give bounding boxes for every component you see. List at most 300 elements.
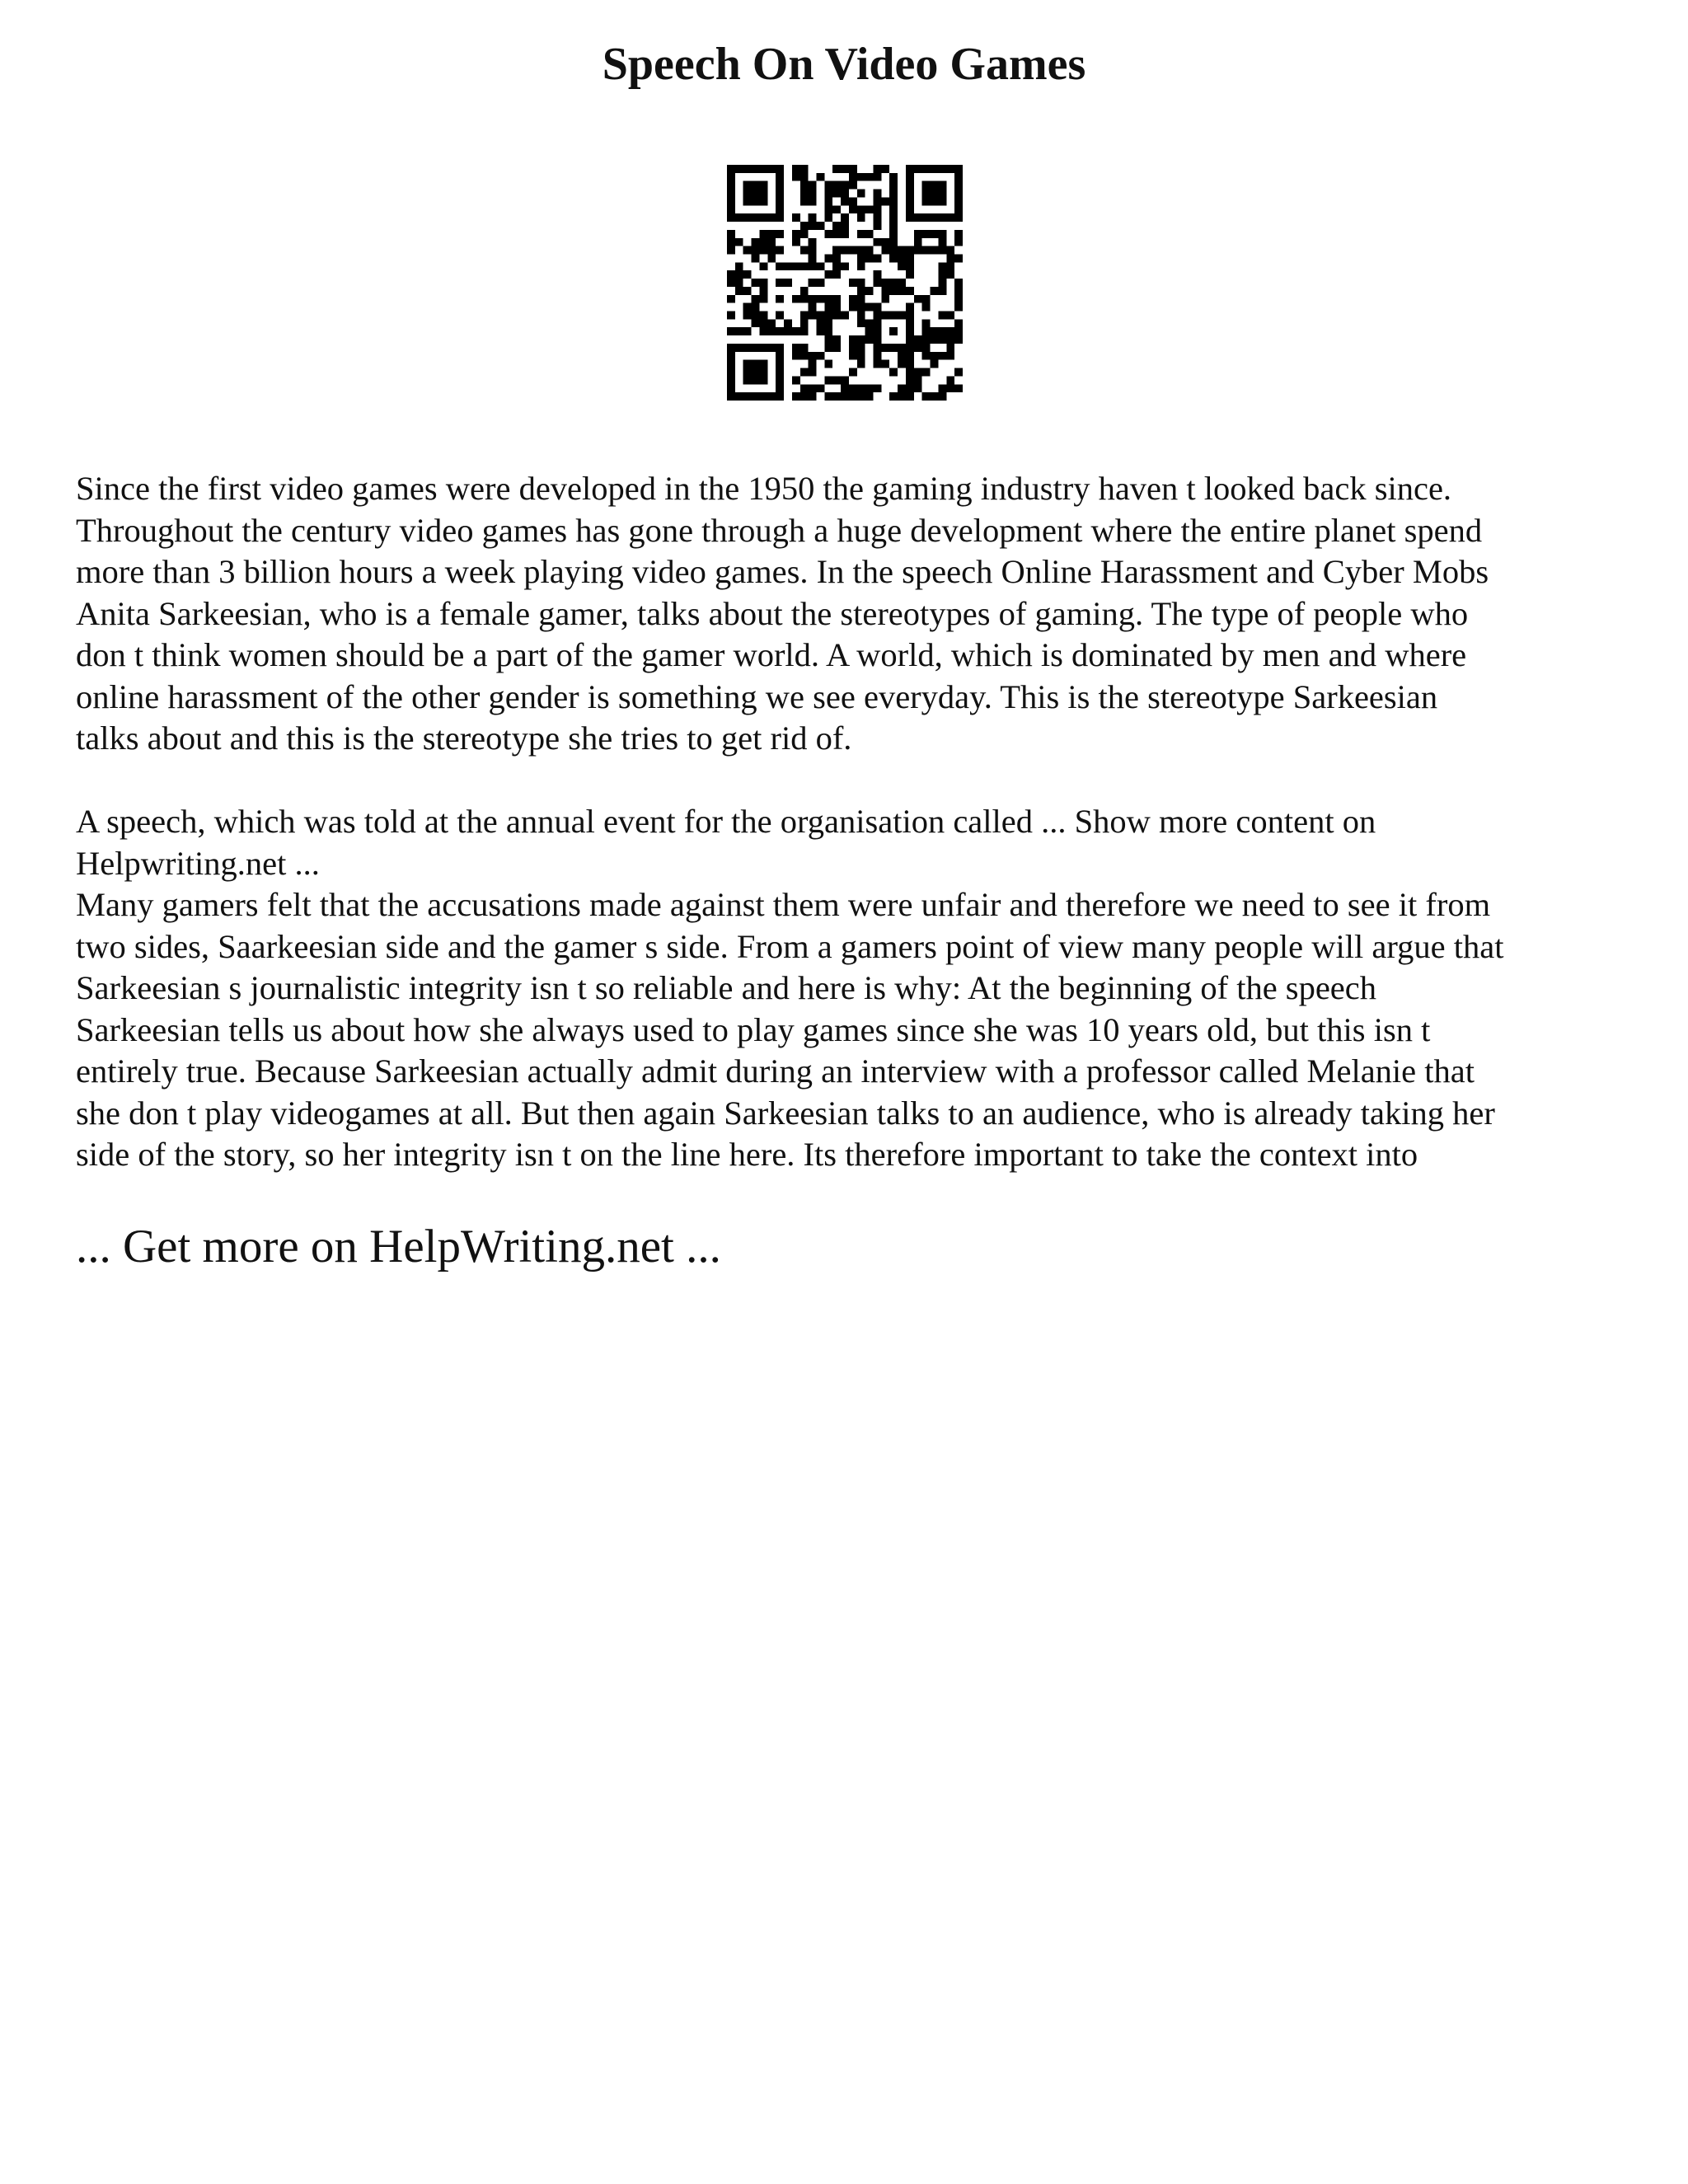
- qr-module: [824, 303, 832, 312]
- qr-module: [759, 165, 767, 173]
- qr-module: [800, 190, 809, 198]
- qr-module: [727, 376, 735, 384]
- qr-module: [727, 230, 735, 238]
- qr-module: [767, 254, 776, 262]
- qr-module: [874, 335, 882, 344]
- qr-module: [857, 360, 865, 368]
- qr-module: [898, 392, 906, 401]
- qr-module: [784, 327, 792, 335]
- qr-module: [954, 197, 963, 205]
- qr-module: [727, 190, 735, 198]
- qr-module: [752, 165, 760, 173]
- qr-module: [776, 197, 784, 205]
- qr-module: [832, 376, 841, 384]
- qr-module: [922, 319, 931, 327]
- qr-module: [874, 213, 882, 222]
- qr-module: [954, 181, 963, 190]
- qr-module: [792, 376, 800, 384]
- paragraph-spacer: [76, 760, 1642, 802]
- qr-module: [938, 312, 946, 320]
- qr-module: [906, 181, 914, 190]
- qr-module: [767, 165, 776, 173]
- text-line: online harassment of the other gender is something we see everyday. This is the stereotype Sarkeesian: [76, 677, 1438, 715]
- qr-module: [752, 279, 760, 287]
- qr-module: [922, 295, 931, 303]
- qr-module: [946, 213, 954, 222]
- qr-module: [849, 197, 857, 205]
- qr-module: [800, 312, 809, 320]
- qr-module: [727, 173, 735, 181]
- qr-module: [776, 173, 784, 181]
- qr-module: [889, 205, 898, 213]
- qr-module: [809, 295, 817, 303]
- qr-module: [889, 327, 898, 335]
- qr-module: [792, 230, 800, 238]
- qr-module: [759, 312, 767, 320]
- qr-module: [792, 262, 800, 270]
- qr-module: [865, 254, 874, 262]
- qr-module: [841, 262, 849, 270]
- qr-module: [832, 262, 841, 270]
- qr-module: [922, 165, 931, 173]
- text-line: talks about and this is the stereotype she tries to get rid of.: [76, 719, 852, 757]
- qr-module: [874, 197, 882, 205]
- qr-module: [938, 165, 946, 173]
- qr-module: [865, 335, 874, 344]
- qr-module: [857, 213, 865, 222]
- qr-module: [727, 213, 735, 222]
- qr-module: [767, 213, 776, 222]
- qr-module: [898, 254, 906, 262]
- text-line: more than 3 billion hours a week playing video games. In the speech Online Harassment and Cyber Mobs: [76, 553, 1489, 590]
- qr-module: [776, 279, 784, 287]
- qr-module: [743, 312, 752, 320]
- qr-module: [832, 181, 841, 190]
- qr-module: [906, 335, 914, 344]
- qr-module: [841, 312, 849, 320]
- text-line: she don t play videogames at all. But then again Sarkeesian talks to an audience, who is already taking her: [76, 1094, 1495, 1132]
- qr-module: [889, 197, 898, 205]
- text-line: entirely true. Because Sarkeesian actually admit during an interview with a professor called Melanie that: [76, 1052, 1475, 1090]
- qr-module: [881, 165, 889, 173]
- qr-module: [759, 262, 767, 270]
- qr-module: [898, 246, 906, 255]
- qr-module: [946, 312, 954, 320]
- qr-module: [824, 376, 832, 384]
- qr-module: [865, 319, 874, 327]
- qr-module: [857, 384, 865, 392]
- qr-module: [946, 376, 954, 384]
- qr-module: [938, 270, 946, 279]
- qr-module: [735, 344, 743, 352]
- qr-module: [938, 181, 946, 190]
- qr-module: [743, 368, 752, 377]
- qr-module: [816, 384, 824, 392]
- qr-module: [898, 279, 906, 287]
- qr-module: [889, 344, 898, 352]
- qr-module: [759, 392, 767, 401]
- qr-module: [931, 287, 939, 295]
- qr-module: [841, 246, 849, 255]
- qr-module: [776, 352, 784, 360]
- qr-module: [743, 376, 752, 384]
- qr-module: [776, 262, 784, 270]
- qr-module: [759, 213, 767, 222]
- qr-module: [743, 360, 752, 368]
- qr-module: [776, 312, 784, 320]
- qr-module: [954, 230, 963, 238]
- qr-module: [767, 344, 776, 352]
- qr-module: [792, 173, 800, 181]
- qr-module: [954, 287, 963, 295]
- qr-module: [922, 230, 931, 238]
- qr-module: [881, 197, 889, 205]
- qr-module: [776, 181, 784, 190]
- qr-module: [727, 312, 735, 320]
- qr-module: [767, 246, 776, 255]
- qr-module: [849, 392, 857, 401]
- qr-module: [914, 368, 922, 377]
- qr-module: [922, 213, 931, 222]
- text-line: Throughout the century video games has gone through a huge development where the entire planet spend: [76, 511, 1483, 549]
- text-line: side of the story, so her integrity isn t on the line here. Its therefore important to take the context into: [76, 1136, 1418, 1173]
- qr-module: [922, 352, 931, 360]
- qr-module: [727, 181, 735, 190]
- qr-module: [906, 246, 914, 255]
- qr-module: [727, 165, 735, 173]
- qr-module: [889, 392, 898, 401]
- qr-module: [865, 303, 874, 312]
- get-more-link[interactable]: ... Get more on HelpWriting.net ...: [76, 1221, 721, 1272]
- qr-module: [954, 279, 963, 287]
- qr-module: [752, 303, 760, 312]
- paragraph-argument: [76, 884, 1642, 1176]
- qr-module: [841, 392, 849, 401]
- qr-module: [931, 246, 939, 255]
- qr-module: [906, 254, 914, 262]
- qr-module: [824, 213, 832, 222]
- qr-module: [865, 327, 874, 335]
- qr-module: [816, 352, 824, 360]
- qr-module: [824, 205, 832, 213]
- qr-module: [849, 384, 857, 392]
- qr-module: [800, 246, 809, 255]
- qr-code-icon: [727, 165, 963, 401]
- qr-module: [938, 352, 946, 360]
- qr-module: [752, 312, 760, 320]
- qr-module: [906, 205, 914, 213]
- qr-module: [938, 197, 946, 205]
- qr-module: [743, 165, 752, 173]
- qr-module: [857, 352, 865, 360]
- qr-module: [776, 392, 784, 401]
- qr-module: [832, 303, 841, 312]
- qr-module: [752, 319, 760, 327]
- qr-module: [954, 295, 963, 303]
- qr-module: [881, 287, 889, 295]
- qr-module: [832, 246, 841, 255]
- qr-module: [898, 360, 906, 368]
- qr-module: [776, 213, 784, 222]
- qr-module: [759, 197, 767, 205]
- qr-module: [922, 327, 931, 335]
- qr-module: [767, 392, 776, 401]
- qr-module: [735, 262, 743, 270]
- qr-module: [906, 312, 914, 320]
- qr-module: [776, 205, 784, 213]
- qr-module: [906, 213, 914, 222]
- qr-module: [874, 222, 882, 230]
- qr-module: [784, 319, 792, 327]
- qr-module: [857, 173, 865, 181]
- qr-module: [874, 327, 882, 335]
- qr-module: [874, 303, 882, 312]
- qr-module: [767, 230, 776, 238]
- qr-module: [922, 246, 931, 255]
- text-line: don t think women should be a part of the gamer world. A world, which is dominated by men and where: [76, 636, 1467, 673]
- qr-module: [954, 254, 963, 262]
- qr-module: [914, 335, 922, 344]
- qr-module: [898, 384, 906, 392]
- qr-module: [841, 222, 849, 230]
- qr-module: [735, 392, 743, 401]
- qr-module: [727, 238, 735, 246]
- qr-module: [800, 181, 809, 190]
- qr-module: [824, 270, 832, 279]
- qr-module: [857, 279, 865, 287]
- qr-module: [931, 165, 939, 173]
- qr-module: [906, 303, 914, 312]
- qr-module: [906, 352, 914, 360]
- qr-module: [752, 190, 760, 198]
- qr-module: [857, 335, 865, 344]
- qr-module: [824, 254, 832, 262]
- qr-module: [841, 376, 849, 384]
- qr-module: [914, 344, 922, 352]
- qr-module: [743, 213, 752, 222]
- qr-module: [857, 205, 865, 213]
- qr-module: [881, 295, 889, 303]
- qr-module: [954, 303, 963, 312]
- page-title: Speech On Video Games: [602, 39, 1086, 90]
- qr-module: [841, 181, 849, 190]
- qr-module: [874, 205, 882, 213]
- qr-module: [752, 392, 760, 401]
- qr-module: [857, 246, 865, 255]
- qr-module: [776, 376, 784, 384]
- qr-module: [922, 335, 931, 344]
- qr-module: [946, 352, 954, 360]
- qr-module: [727, 392, 735, 401]
- qr-module: [800, 230, 809, 238]
- qr-module: [874, 360, 882, 368]
- qr-module: [938, 384, 946, 392]
- qr-module: [946, 344, 954, 352]
- qr-module: [841, 197, 849, 205]
- qr-module: [841, 165, 849, 173]
- qr-module: [906, 262, 914, 270]
- qr-module: [946, 335, 954, 344]
- qr-module: [946, 262, 954, 270]
- qr-module: [776, 327, 784, 335]
- qr-module: [841, 190, 849, 198]
- text-line: Many gamers felt that the accusations made against them were unfair and therefore we need to see it from: [76, 886, 1491, 923]
- qr-module: [938, 392, 946, 401]
- qr-module: [743, 190, 752, 198]
- qr-module: [824, 392, 832, 401]
- qr-module: [816, 327, 824, 335]
- qr-module: [857, 262, 865, 270]
- qr-module: [800, 368, 809, 377]
- qr-module: [816, 222, 824, 230]
- qr-module: [938, 230, 946, 238]
- qr-module: [874, 254, 882, 262]
- qr-module: [752, 213, 760, 222]
- qr-module: [922, 303, 931, 312]
- qr-module: [938, 287, 946, 295]
- qr-module: [922, 181, 931, 190]
- qr-module: [931, 335, 939, 344]
- qr-module: [881, 312, 889, 320]
- qr-module: [874, 270, 882, 279]
- qr-module: [931, 392, 939, 401]
- qr-module: [776, 384, 784, 392]
- qr-module: [906, 384, 914, 392]
- qr-module: [735, 213, 743, 222]
- qr-module: [743, 344, 752, 352]
- qr-module: [914, 295, 922, 303]
- qr-module: [809, 352, 817, 360]
- qr-module: [874, 344, 882, 352]
- qr-module: [906, 287, 914, 295]
- qr-module: [881, 238, 889, 246]
- qr-module: [727, 295, 735, 303]
- qr-module: [800, 197, 809, 205]
- qr-module: [906, 165, 914, 173]
- qr-module: [832, 344, 841, 352]
- qr-module: [800, 319, 809, 327]
- qr-module: [743, 197, 752, 205]
- paragraph-intro: [76, 468, 1642, 760]
- qr-module: [824, 181, 832, 190]
- qr-module: [898, 344, 906, 352]
- qr-module: [914, 246, 922, 255]
- qr-module: [824, 295, 832, 303]
- qr-module: [889, 190, 898, 198]
- qr-module: [792, 165, 800, 173]
- qr-module: [809, 312, 817, 320]
- qr-module: [938, 327, 946, 335]
- qr-module: [914, 165, 922, 173]
- qr-module: [881, 360, 889, 368]
- qr-module: [889, 287, 898, 295]
- qr-module: [752, 254, 760, 262]
- qr-module: [767, 238, 776, 246]
- qr-module: [816, 295, 824, 303]
- qr-module: [874, 279, 882, 287]
- qr-module: [849, 279, 857, 287]
- qr-module: [800, 344, 809, 352]
- qr-module: [824, 327, 832, 335]
- qr-module: [800, 262, 809, 270]
- qr-module: [800, 165, 809, 173]
- qr-module: [743, 270, 752, 279]
- text-line: Since the first video games were developed in the 1950 the gaming industry haven t looked back since.: [76, 470, 1452, 507]
- qr-module: [946, 270, 954, 279]
- qr-module: [889, 222, 898, 230]
- qr-module: [735, 270, 743, 279]
- qr-module: [759, 295, 767, 303]
- qr-module: [946, 254, 954, 262]
- qr-module: [889, 173, 898, 181]
- qr-module: [727, 384, 735, 392]
- qr-module: [889, 213, 898, 222]
- qr-module: [824, 230, 832, 238]
- qr-module: [931, 352, 939, 360]
- qr-module: [809, 279, 817, 287]
- qr-module: [857, 319, 865, 327]
- qr-module: [841, 384, 849, 392]
- qr-module: [816, 173, 824, 181]
- qr-module: [727, 368, 735, 377]
- qr-module: [792, 327, 800, 335]
- qr-module: [849, 344, 857, 352]
- qr-module: [824, 197, 832, 205]
- qr-module: [784, 262, 792, 270]
- qr-module: [800, 384, 809, 392]
- qr-module: [881, 279, 889, 287]
- qr-module: [727, 246, 735, 255]
- qr-module: [874, 238, 882, 246]
- qr-module: [914, 213, 922, 222]
- qr-module: [857, 230, 865, 238]
- qr-module: [889, 368, 898, 377]
- qr-module: [767, 327, 776, 335]
- qr-module: [752, 238, 760, 246]
- qr-module: [809, 262, 817, 270]
- qr-module: [727, 279, 735, 287]
- qr-module: [816, 262, 824, 270]
- qr-module: [906, 190, 914, 198]
- qr-module: [824, 335, 832, 344]
- qr-module: [931, 230, 939, 238]
- qr-module: [800, 222, 809, 230]
- qr-module: [792, 392, 800, 401]
- qr-module: [874, 319, 882, 327]
- qr-module: [857, 287, 865, 295]
- qr-module: [792, 344, 800, 352]
- qr-module: [735, 238, 743, 246]
- qr-module: [954, 319, 963, 327]
- qr-module: [906, 173, 914, 181]
- qr-module: [792, 238, 800, 246]
- qr-module: [857, 254, 865, 262]
- qr-module: [809, 384, 817, 392]
- qr-module: [759, 368, 767, 377]
- qr-module: [938, 213, 946, 222]
- qr-module: [800, 327, 809, 335]
- qr-module: [735, 327, 743, 335]
- qr-module: [849, 295, 857, 303]
- qr-module: [832, 222, 841, 230]
- qr-module: [727, 197, 735, 205]
- qr-module: [938, 246, 946, 255]
- qr-module: [849, 352, 857, 360]
- qr-module: [841, 230, 849, 238]
- qr-module: [809, 303, 817, 312]
- qr-module: [849, 303, 857, 312]
- qr-module: [776, 368, 784, 377]
